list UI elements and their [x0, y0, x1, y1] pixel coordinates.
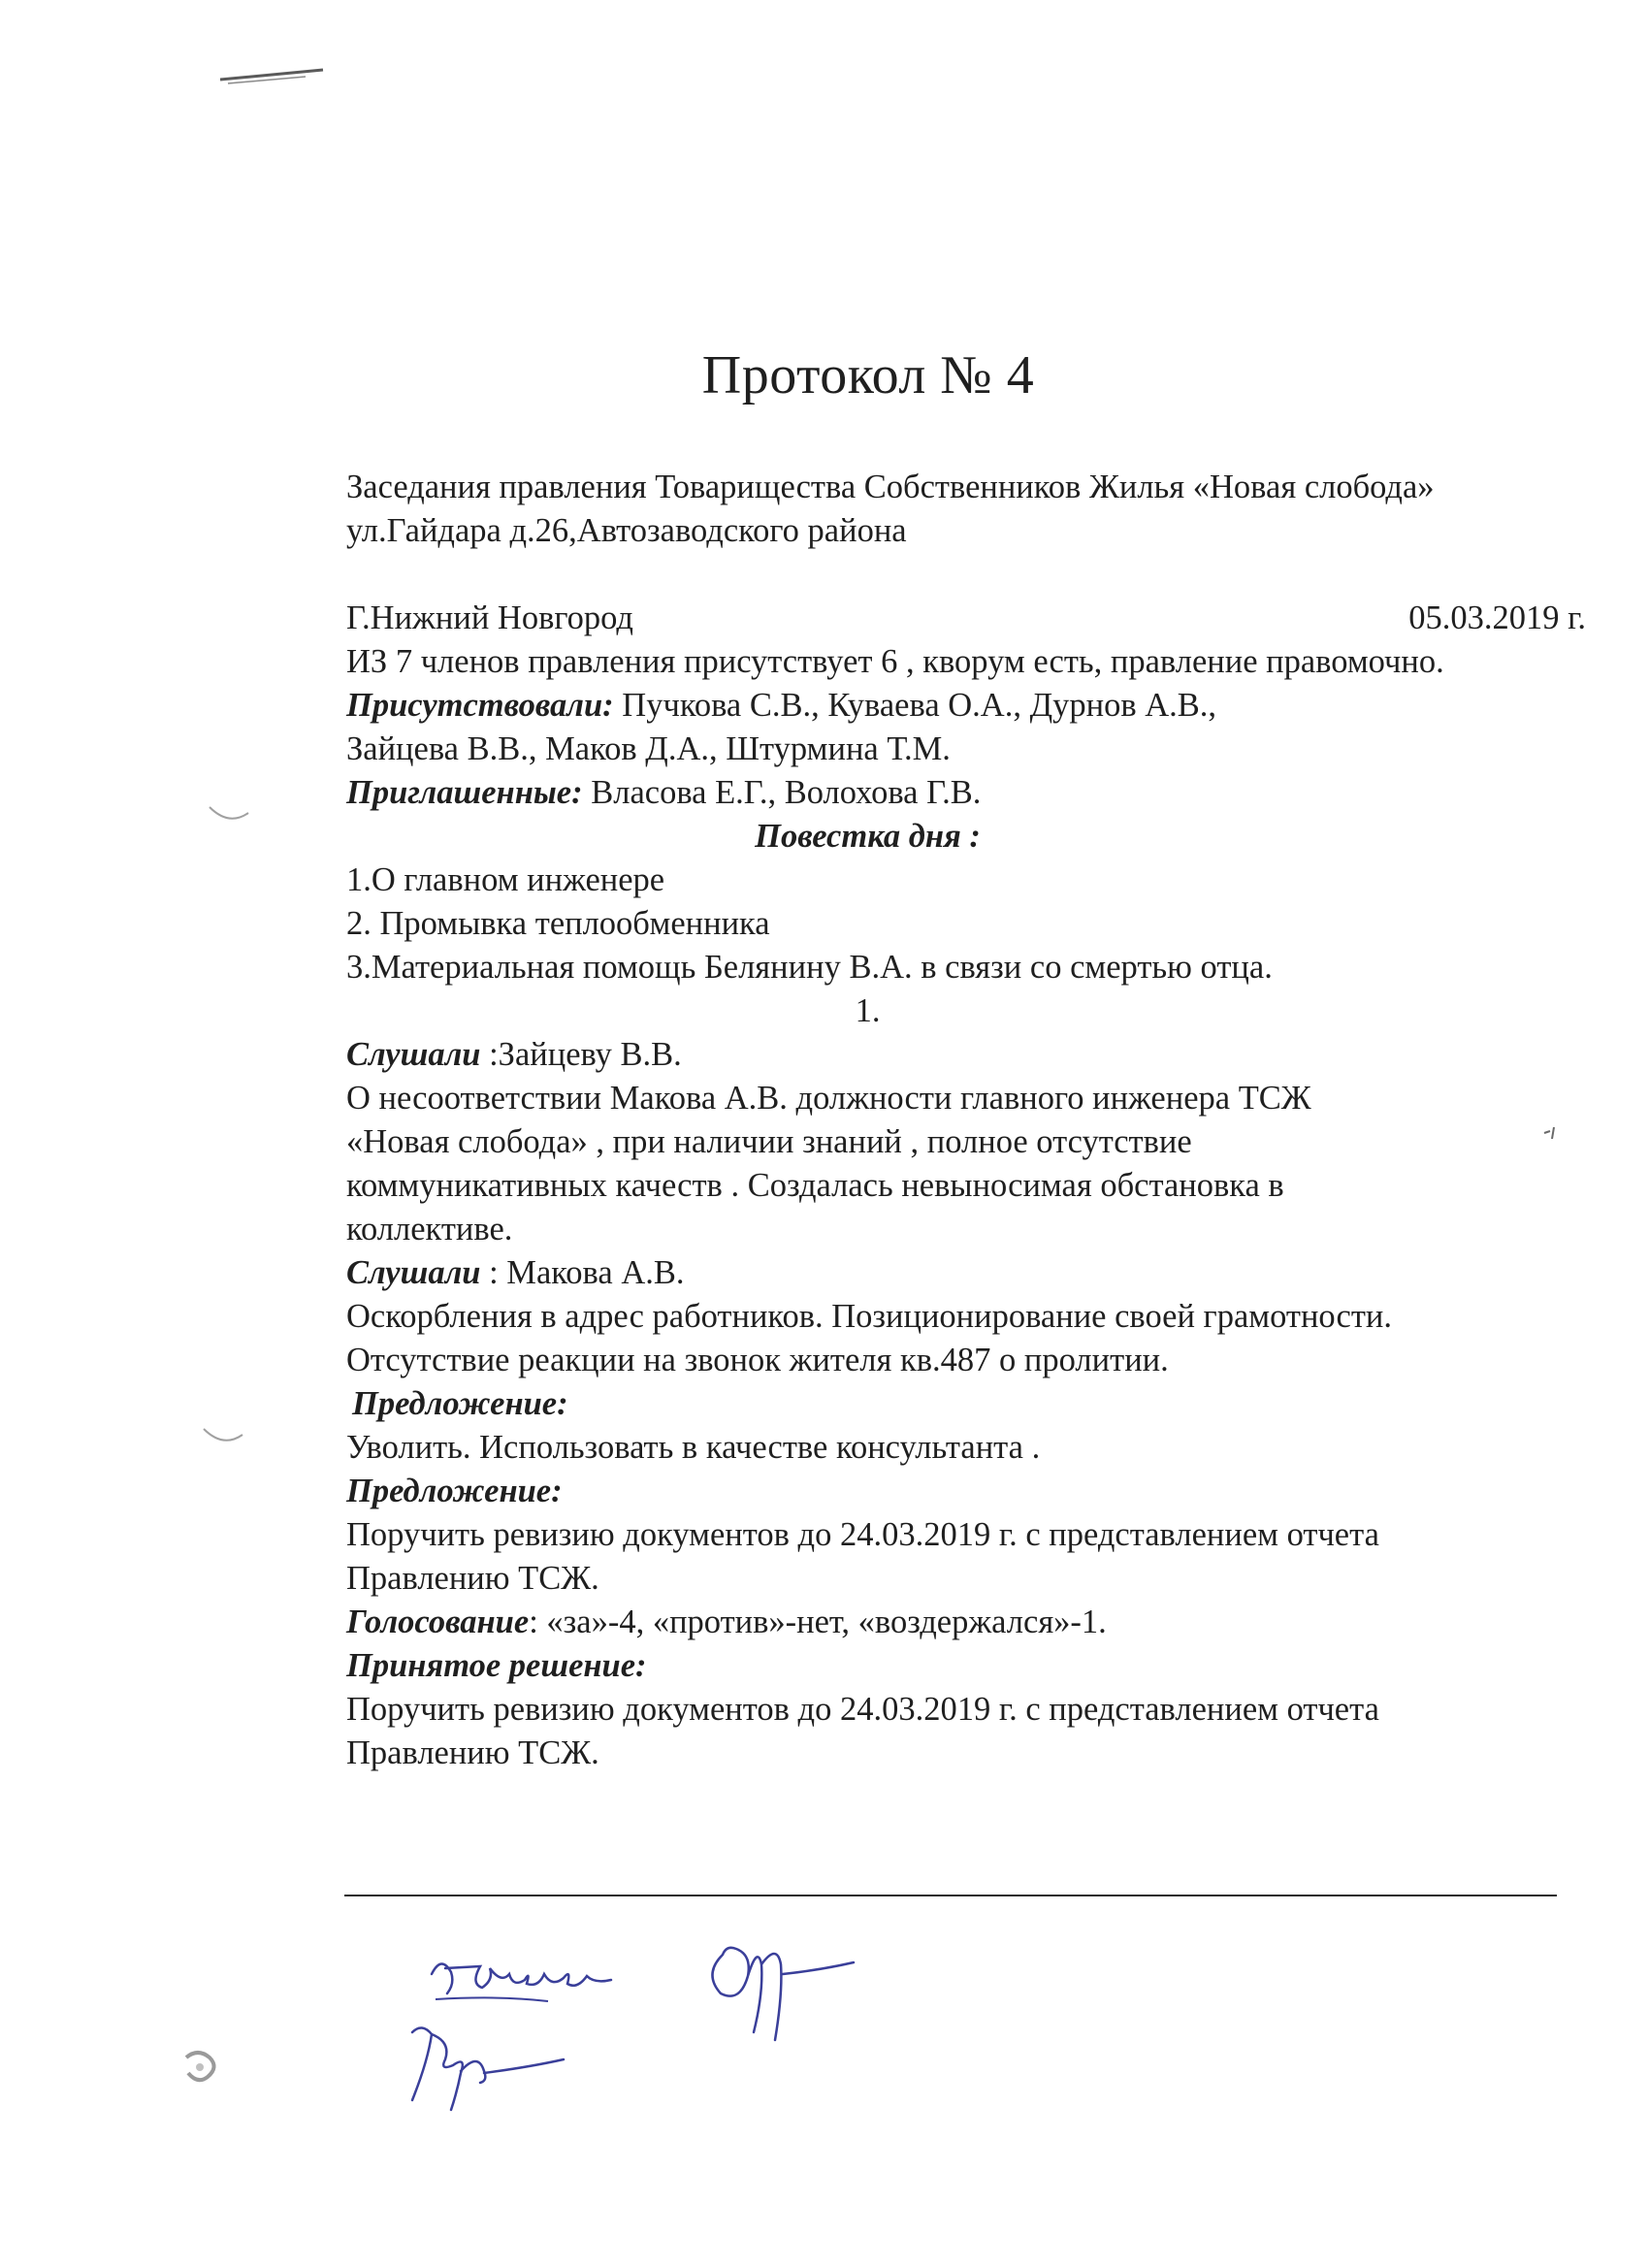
invited-names: Власова Е.Г., Волохова Г.В.: [582, 774, 982, 811]
subtitle-line-2: ул.Гайдара д.26,Автозаводского района: [346, 512, 907, 549]
scan-stroke-mark: [218, 60, 330, 89]
decision-text-2: Правлению ТСЖ.: [346, 1734, 599, 1771]
proposal-2-label: Предложение:: [346, 1473, 563, 1509]
city: Г.Нижний Новгород: [346, 599, 633, 636]
punch-hole-mark-bottom: [200, 1423, 248, 1452]
blank-line: [346, 553, 1607, 597]
heard-2-speaker: : Макова А.В.: [480, 1254, 685, 1291]
punch-hole-mark-top: [206, 801, 254, 830]
signature-1: [412, 1945, 635, 2023]
heard-1-speaker: :Зайцеву В.В.: [480, 1036, 682, 1073]
decision-label: Принятое решение:: [346, 1647, 647, 1684]
vote-result: : «за»-4, «против»-нет, «воздержался»-1.: [529, 1604, 1107, 1640]
decision-text-1: Поручить ревизию документов до 24.03.2019 г. с представлением отчета: [346, 1691, 1379, 1728]
date: 05.03.2019 г.: [1408, 599, 1586, 636]
vote-line: [346, 1601, 1607, 1644]
smudge-mark: [178, 2044, 227, 2092]
heard-1-text-3: коммуникативных качеств . Создалась невыносимая обстановка в: [346, 1167, 1284, 1204]
document-title: Протокол № 4: [701, 345, 1035, 405]
section-number: 1.: [855, 992, 881, 1029]
proposal-2-text-2: Правлению ТСЖ.: [346, 1560, 599, 1597]
present-line-1: [346, 684, 1607, 728]
invited-label: Приглашенные:: [346, 774, 583, 811]
quorum-line: ИЗ 7 членов правления присутствует 6 , кворум есть, правление правомочно.: [346, 643, 1444, 680]
heard-2-text-2: Отсутствие реакции на звонок жителя кв.487 о пролитии.: [346, 1342, 1169, 1378]
heard-1-text-1: О несоответствии Макова А.В. должности главного инженера ТСЖ: [346, 1080, 1311, 1117]
signature-separator-line: [344, 1895, 1557, 1896]
vote-label: Голосование: [346, 1604, 530, 1640]
agenda-item-2: 2. Промывка теплообменника: [346, 905, 770, 942]
document-body: [346, 466, 1607, 1775]
heard-1-line: [346, 1033, 1607, 1077]
proposal-2-text-1: Поручить ревизию документов до 24.03.2019 г. с представлением отчета: [346, 1516, 1379, 1553]
heard-2-line: [346, 1251, 1607, 1295]
agenda-heading: Повестка дня :: [755, 818, 981, 855]
present-line-2: Зайцева В.В., Маков Д.А., Штурмина Т.М.: [346, 730, 951, 767]
heard-1-text-2: «Новая слобода» , при наличии знаний , полное отсутствие: [346, 1123, 1192, 1160]
heard-1-text-4: коллективе.: [346, 1211, 513, 1247]
heard-2-label: Слушали: [346, 1254, 481, 1291]
city-date-row: [346, 597, 1586, 640]
signature-3: [694, 1926, 858, 2061]
present-names-1: Пучкова С.В., Куваева О.А., Дурнов А.В.,: [613, 687, 1217, 724]
proposal-1-text: Уволить. Использовать в качестве консультанта .: [346, 1429, 1041, 1466]
invited-line: [346, 771, 1607, 815]
heard-2-text-1: Оскорбления в адрес работников. Позиционирование своей грамотности.: [346, 1298, 1393, 1335]
subtitle-line-1: Заседания правления Товарищества Собственников Жилья «Новая слобода»: [346, 469, 1435, 505]
proposal-1-label: Предложение:: [352, 1385, 568, 1422]
signature-2: [383, 2013, 577, 2120]
agenda-item-1: 1.О главном инженере: [346, 861, 665, 898]
agenda-item-3: 3.Материальная помощь Белянину В.А. в связи со смертью отца.: [346, 949, 1273, 986]
heard-1-label: Слушали: [346, 1036, 481, 1073]
present-label: Присутствовали:: [346, 687, 614, 724]
